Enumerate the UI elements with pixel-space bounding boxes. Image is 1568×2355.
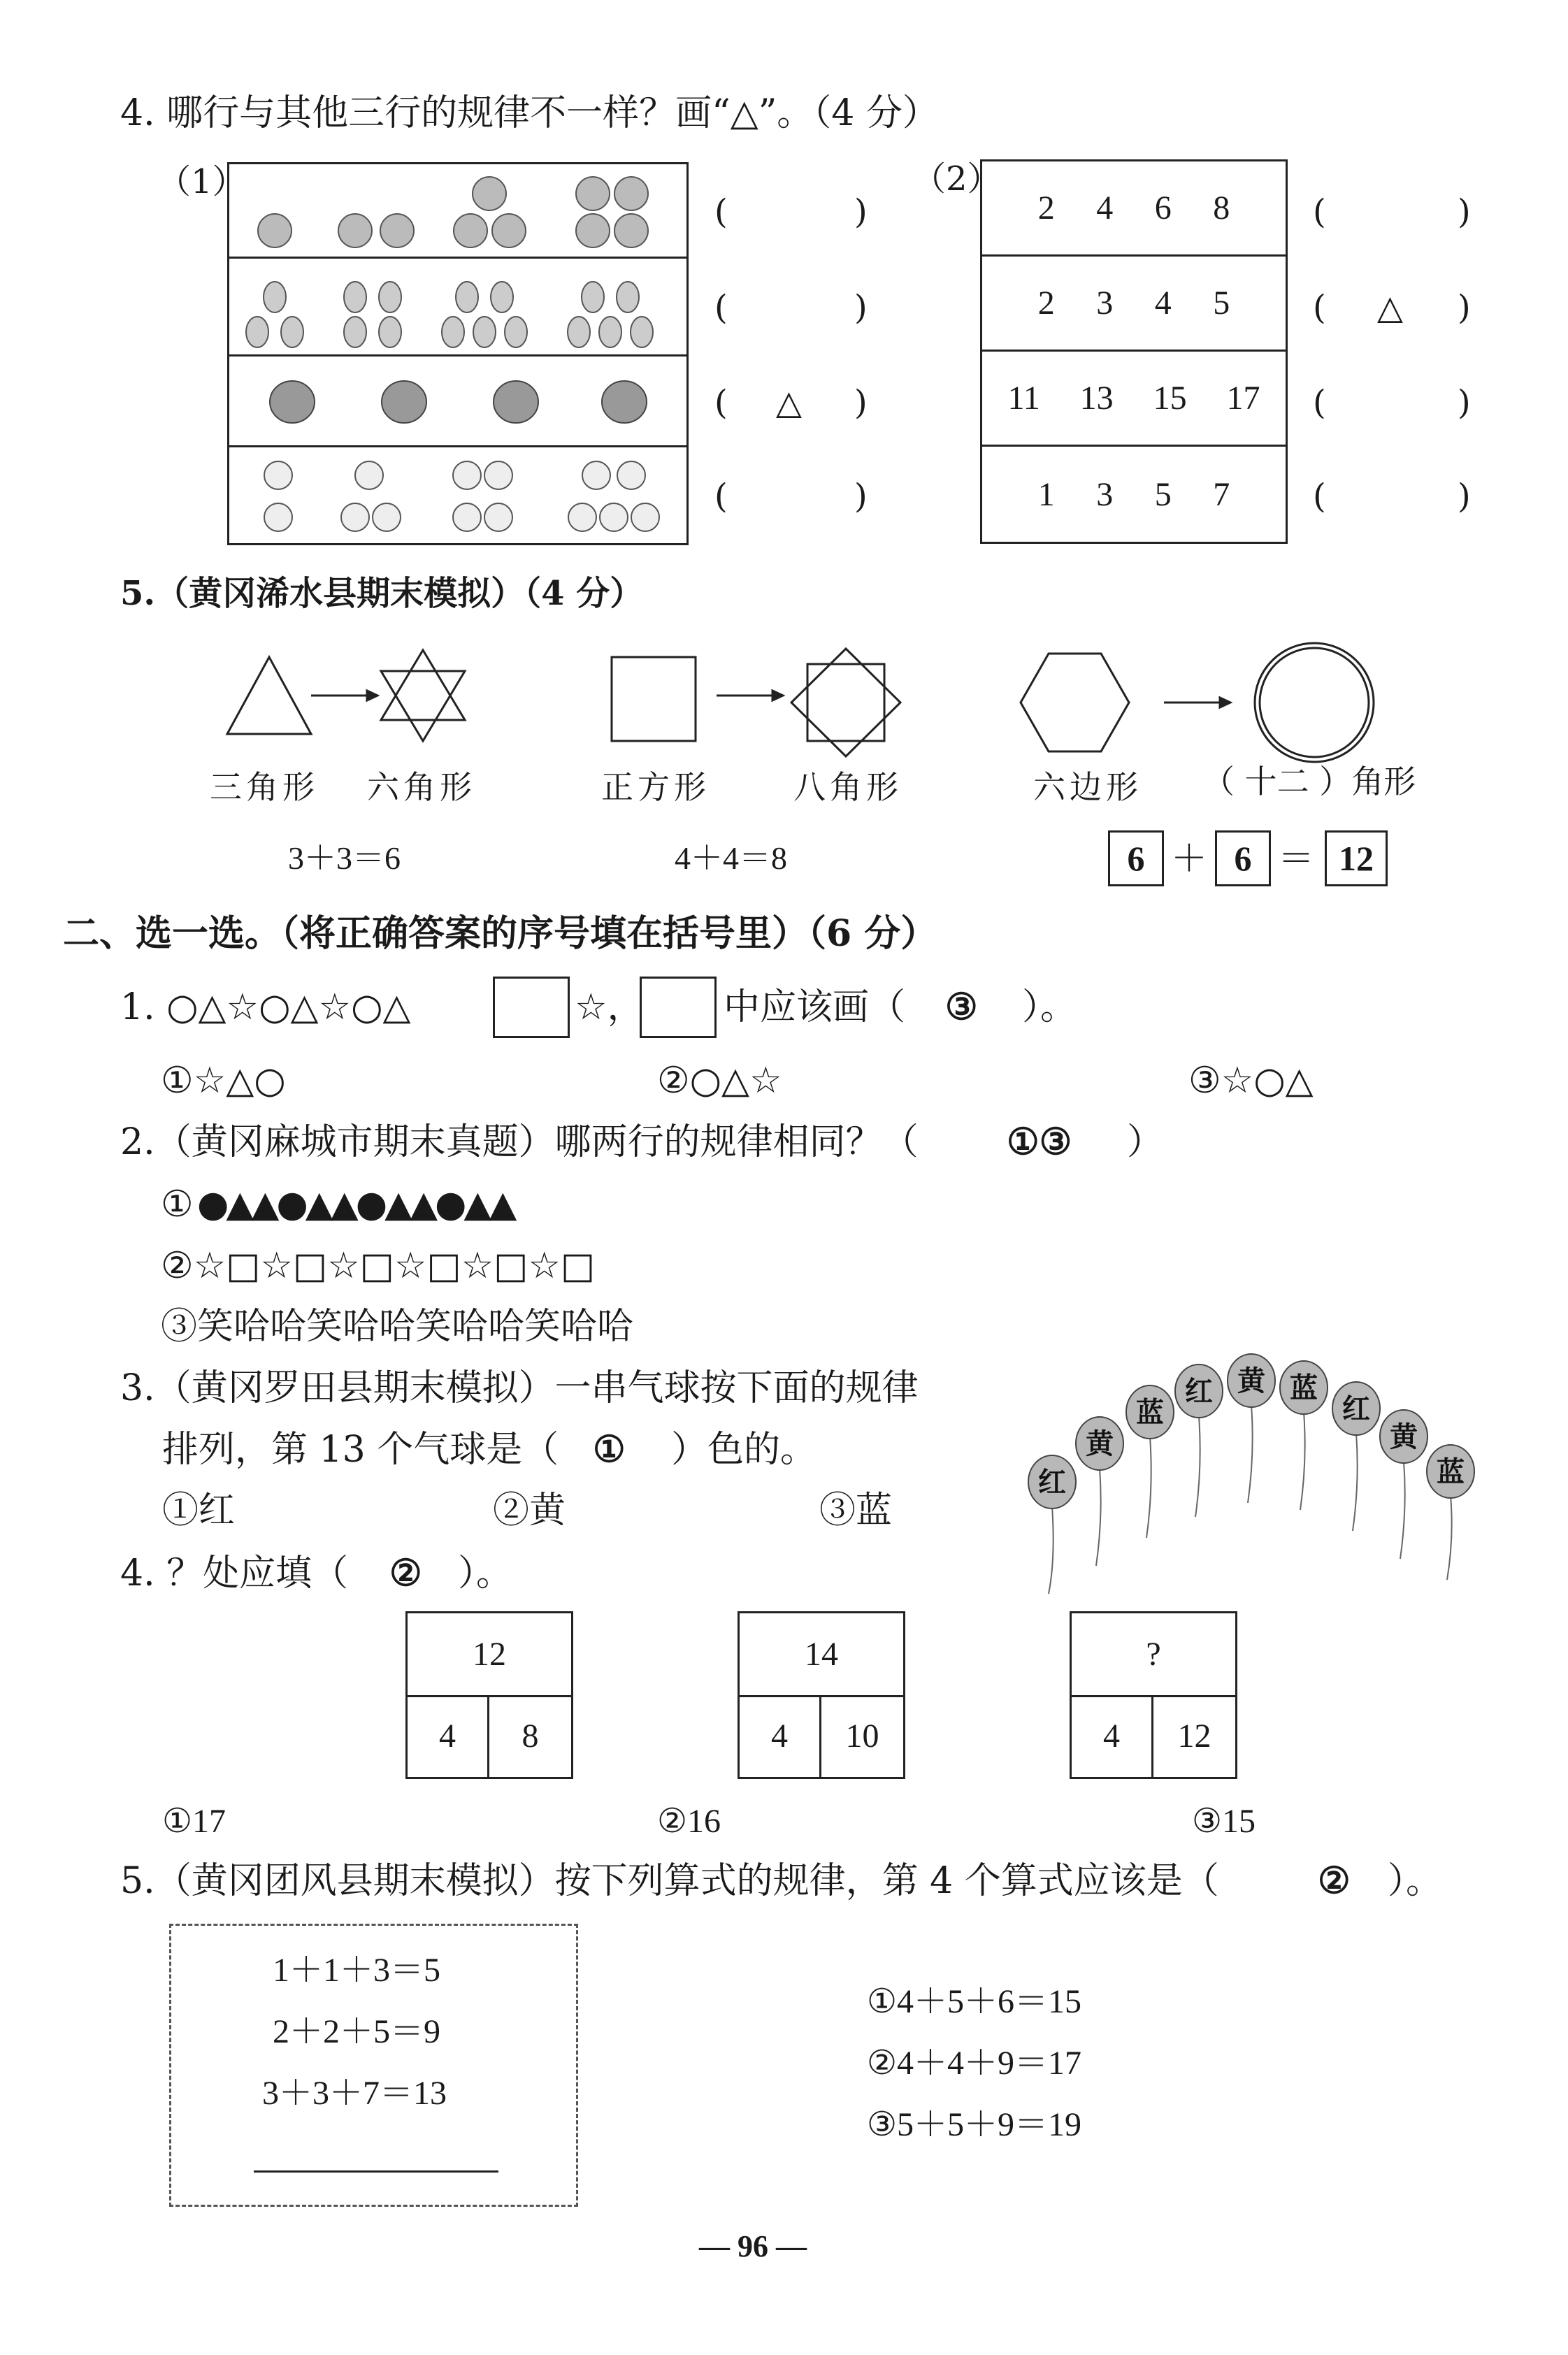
cell: 15 <box>1153 380 1187 417</box>
sec2-q5-stem-b: ）。 <box>1388 1860 1443 1902</box>
q4-fruit-grid <box>227 162 689 545</box>
q4-p1-paren-2-open: ( <box>714 288 728 327</box>
sec2-q4-stem-b: ）。 <box>458 1553 513 1594</box>
q4-title: 4. 哪行与其他三行的规律不一样？画“△”。（4 分） <box>120 92 939 134</box>
sec2-q1-stem-d: ）。 <box>1022 986 1077 1028</box>
sec2-q5-option-2[interactable]: ②4＋4＋9＝17 <box>867 2045 1082 2082</box>
sec2-q3-stem-1: 3.（黄冈罗田县期末模拟）一串气球按下面的规律 <box>120 1367 919 1409</box>
hexagram-shape <box>381 650 465 741</box>
tree-top: ? <box>1072 1613 1235 1697</box>
answer-line[interactable] <box>254 2170 498 2173</box>
sec2-q3-option-2[interactable]: ②黄 <box>493 1490 566 1532</box>
cell: 2 <box>1037 189 1055 226</box>
sec2-q1-stem-c: 中应该画（ <box>724 986 906 1028</box>
peach-icons <box>229 447 686 543</box>
balloon-label: 蓝 <box>1437 1455 1465 1488</box>
sec2-q5-option-3[interactable]: ③5＋5＋9＝19 <box>867 2106 1082 2143</box>
octagram-shape <box>791 649 900 756</box>
equation-2: 4＋4＝8 <box>675 840 787 876</box>
pear-row <box>229 259 686 357</box>
apple-icons <box>229 164 686 259</box>
sec2-title: 二、选一选。（将正确答案的序号填在括号里）（6 分） <box>63 912 937 955</box>
hexagon-shape <box>1021 654 1129 751</box>
cell: 7 <box>1213 475 1230 513</box>
sec2-q1-option-3[interactable]: ③☆○△ <box>1188 1060 1314 1102</box>
cell: 1 <box>1037 475 1055 513</box>
q4-p2-paren-3-open: ( <box>1313 383 1326 422</box>
balloon-label: 黄 <box>1086 1427 1114 1460</box>
cell: 17 <box>1226 380 1260 417</box>
page-number: — 96 — <box>699 2229 807 2263</box>
melon-icons <box>229 357 686 447</box>
number-row-3 <box>982 352 1286 447</box>
q4-p1-answer-3[interactable]: △ <box>776 383 802 422</box>
balloon-label: 蓝 <box>1290 1371 1318 1404</box>
sec2-q1-stem-b: ☆， <box>575 986 644 1028</box>
q4-p1-paren-3-close: ) <box>854 383 868 422</box>
q4-p2-paren-2-close: ) <box>1458 288 1471 327</box>
balloon-label: 蓝 <box>1136 1396 1164 1429</box>
peach-row <box>229 447 686 543</box>
label-triangle: 三角形 <box>210 768 319 806</box>
cell: 3 <box>1096 285 1114 322</box>
cell: 11 <box>1007 380 1040 417</box>
formula-2: 2＋2＋5＝9 <box>273 2013 441 2050</box>
eq3-box-b: 6 <box>1215 830 1271 886</box>
label-square: 正方形 <box>601 768 710 806</box>
sec2-q4-option-3[interactable]: ③15 <box>1192 1803 1256 1840</box>
sec2-q2-row-1: ●▲▲●▲▲●▲▲●▲▲ <box>197 1183 515 1225</box>
sec2-q4-option-1[interactable]: ①17 <box>162 1803 226 1840</box>
label-dodecagram: （ 十二 ）角形 <box>1202 763 1416 800</box>
sec2-q2-stem-end: ） <box>1127 1121 1164 1163</box>
shape-figures <box>210 643 1568 783</box>
q4-p2-answer-2[interactable]: △ <box>1377 288 1403 327</box>
number-tree-1 <box>405 1611 573 1779</box>
balloon-label: 红 <box>1038 1466 1066 1499</box>
q4-p2-paren-4-close: ) <box>1458 477 1471 516</box>
number-row-1 <box>982 161 1286 257</box>
sec2-q2-row-3: ③笑哈哈笑哈哈笑哈哈笑哈哈 <box>161 1306 634 1348</box>
equation-1: 3＋3＝6 <box>288 840 401 876</box>
triangle-shape <box>227 657 311 734</box>
label-hexagram: 六角形 <box>367 768 476 806</box>
eq3-box-c: 12 <box>1325 830 1388 886</box>
q4-p2-paren-4-open: ( <box>1313 477 1326 516</box>
dodecagram-shape <box>1255 643 1374 762</box>
formula-1: 1＋1＋3＝5 <box>273 1952 441 1989</box>
balloon-label: 红 <box>1342 1392 1370 1425</box>
tree-left: 4 <box>408 1695 489 1777</box>
sec2-q3-option-1[interactable]: ①红 <box>162 1490 236 1532</box>
balloon-label: 红 <box>1185 1375 1213 1408</box>
q4-p1-paren-1-close: ) <box>854 192 868 231</box>
number-tree-3 <box>1070 1611 1237 1779</box>
q4-p2-paren-1-close: ) <box>1458 192 1471 231</box>
sec2-q5-option-1[interactable]: ①4＋5＋6＝15 <box>867 1983 1082 2020</box>
cell: 2 <box>1037 285 1055 322</box>
q4-p1-paren-4-close: ) <box>854 477 868 516</box>
sec2-q3-stem-2b: ）色的。 <box>671 1429 817 1471</box>
q4-p1-paren-1-open: ( <box>714 192 728 231</box>
label-octagram: 八角形 <box>793 768 902 806</box>
melon-row <box>229 357 686 447</box>
pear-icons <box>229 259 686 357</box>
cell: 6 <box>1154 189 1172 226</box>
sec2-q3-option-3[interactable]: ③蓝 <box>819 1490 893 1532</box>
sec2-q1-blank-1[interactable] <box>493 977 570 1038</box>
cell: 5 <box>1154 475 1172 513</box>
sec2-q4-stem-a: 4. ？处应填（ <box>120 1553 349 1594</box>
eq3-box-a: 6 <box>1108 830 1164 886</box>
q4-p1-paren-3-open: ( <box>714 383 728 422</box>
tree-right: 10 <box>845 1717 879 1755</box>
tree-left: 4 <box>1072 1695 1153 1777</box>
eq3-plus: ＋ <box>1171 838 1208 880</box>
label-hexagon: 六边形 <box>1033 768 1142 806</box>
cell: 3 <box>1096 475 1114 513</box>
sec2-q3-answer[interactable]: ① <box>593 1428 626 1471</box>
q4-p1-paren-2-close: ) <box>854 288 868 327</box>
q5a-title: 5.（黄冈浠水县期末模拟）（4 分） <box>120 574 644 613</box>
number-row-2 <box>982 257 1286 352</box>
tree-top: 12 <box>408 1613 571 1697</box>
tree-right: 8 <box>522 1717 539 1755</box>
sec2-q2-row-1-label: ① <box>161 1183 194 1225</box>
formula-3: 3＋3＋7＝13 <box>262 2075 447 2112</box>
sec2-q1-answer[interactable]: ③ <box>945 986 978 1028</box>
tree-left: 4 <box>740 1695 821 1777</box>
cell: 13 <box>1079 380 1114 417</box>
number-row-4 <box>982 447 1286 542</box>
sec2-q1-option-1[interactable]: ①☆△○ <box>161 1060 286 1102</box>
q4-part2-label: （2） <box>912 159 1001 199</box>
sec2-q5-answer[interactable]: ② <box>1318 1859 1351 1902</box>
square-shape <box>612 657 696 741</box>
sec2-q5-stem-a: 5.（黄冈团风县期末模拟）按下列算式的规律，第 4 个算式应该是（ <box>120 1860 1219 1902</box>
cell: 8 <box>1213 189 1230 226</box>
tree-top: 14 <box>740 1613 903 1697</box>
sec2-q1-option-2[interactable]: ②○△☆ <box>657 1060 782 1102</box>
cell: 4 <box>1096 189 1114 226</box>
tree-right: 12 <box>1177 1717 1211 1755</box>
sec2-q4-answer[interactable]: ② <box>389 1552 422 1594</box>
q4-number-grid <box>980 159 1288 544</box>
q4-p2-paren-3-close: ) <box>1458 383 1471 422</box>
sec2-q4-option-2[interactable]: ②16 <box>657 1803 721 1840</box>
cell: 5 <box>1213 285 1230 322</box>
formula-box <box>169 1924 578 2207</box>
cell: 4 <box>1154 285 1172 322</box>
number-tree-2 <box>738 1611 905 1779</box>
q4-p2-paren-2-open: ( <box>1313 288 1326 327</box>
sec2-q2-row-2: ②☆□☆□☆□☆□☆□☆□ <box>161 1245 596 1287</box>
sec2-q1-blank-2[interactable] <box>640 977 717 1038</box>
balloon-arch <box>1014 1356 1503 1636</box>
sec2-q1-stem-a: 1. ○△☆○△☆○△ <box>120 986 411 1028</box>
q4-part1-label: （1） <box>157 162 246 201</box>
sec2-q2-stem: 2.（黄冈麻城市期末真题）哪两行的规律相同？（ <box>120 1121 919 1163</box>
eq3-equals: ＝ <box>1278 838 1315 880</box>
sec2-q2-answer[interactable]: ①③ <box>1007 1121 1072 1163</box>
apple-row <box>229 164 686 259</box>
sec2-q3-stem-2a: 排列，第 13 个气球是（ <box>162 1429 559 1471</box>
balloon-label: 黄 <box>1390 1420 1418 1453</box>
q4-p2-paren-1-open: ( <box>1313 192 1326 231</box>
q4-p1-paren-4-open: ( <box>714 477 728 516</box>
balloon-label: 黄 <box>1237 1364 1265 1397</box>
